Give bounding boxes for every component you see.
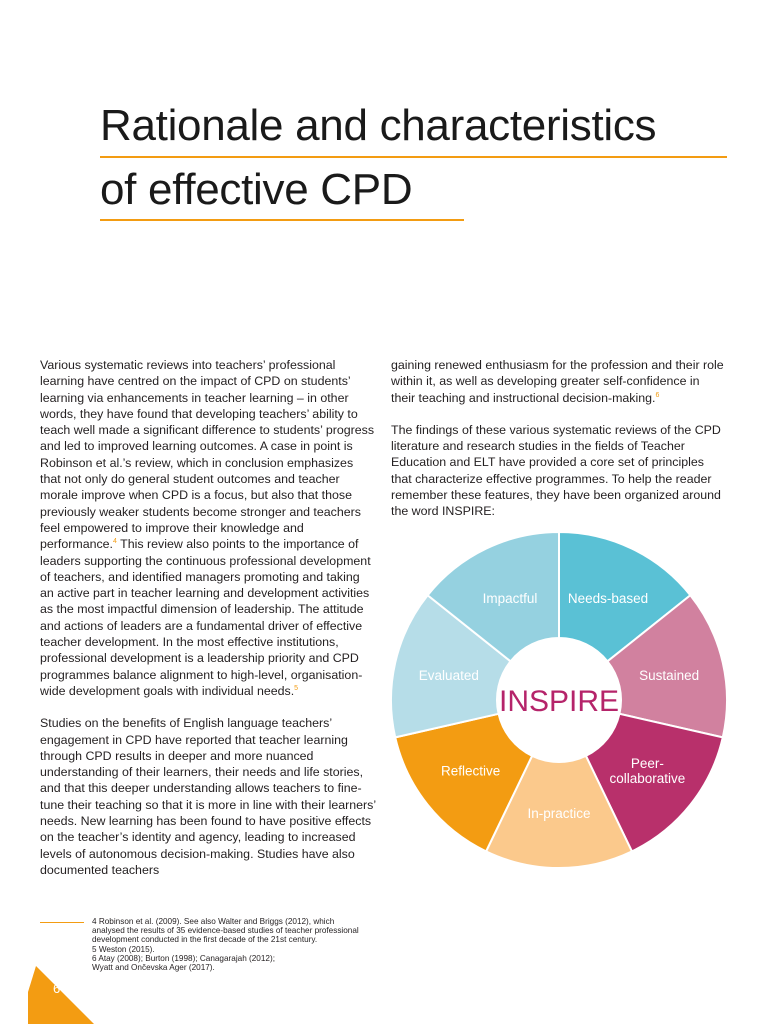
title-underline-1 bbox=[100, 156, 727, 158]
footnote-line: Wyatt and Ončevska Ager (2017). bbox=[92, 963, 215, 973]
page-title-line-2: of effective CPD bbox=[100, 165, 413, 214]
left-paragraph-1-text-a: Various systematic reviews into teachers’ professional learning have centred on the impact of CPD on students’ learning via enhancements in teacher learning – in other words, they have found that developing teachers’ ability to teach well made a significant difference to students’ progress and led to improved learning outcomes. A case in point is Robinson et al.’s review, which in conclusion emphasizes that not only do general student outcomes and teacher morale improve when CPD is a focus, but also that those previously weaker students become stronger and teachers feel empowered to improve their knowledge and performance. bbox=[40, 358, 375, 552]
page-title-line-1: Rationale and characteristics bbox=[100, 101, 657, 150]
wheel-label-impactful: Impactful bbox=[482, 591, 538, 607]
footnote-line: development conducted in the first decade of the 21st century. bbox=[92, 935, 318, 945]
footnote-ref-5[interactable]: 5 bbox=[294, 684, 299, 692]
right-paragraph-2: The findings of these various systematic reviews of the CPD literature and research studies in the fields of Teacher Education and ELT have provided a core set of principles that characterize effective programmes. To help the reader remember these features, they have been organized around the word INSPIRE: bbox=[391, 422, 721, 519]
right-column bbox=[391, 357, 727, 536]
wheel-center-label: INSPIRE bbox=[498, 685, 620, 718]
left-paragraph-1 bbox=[40, 357, 376, 699]
wheel-label-peer-collaborative: Peer-collaborative bbox=[609, 755, 686, 786]
footnotes bbox=[92, 917, 392, 972]
wheel-label-in-practice: In-practice bbox=[527, 806, 591, 821]
wheel-label-needs-based: Needs-based bbox=[567, 591, 649, 607]
footnote-line: 5 Weston (2015). bbox=[92, 944, 155, 954]
footnote-line: analysed the results of 35 evidence-based studies of teacher professional bbox=[92, 926, 359, 936]
left-paragraph-1-text-b: This review also points to the importance of leaders supporting the continuous professional development of teachers, and identified managers promoting and taking an active part in teacher learning and development activities as the most impactful dimension of leadership. The attitude and actions of leaders are a fundamental driver of effective teacher development. In the most effective institutions, professional development is a leadership priority and CPD programmes balance alignment to high-level, organisation-wide development goals with individual needs. bbox=[40, 537, 371, 698]
page-number: 6 bbox=[53, 981, 61, 996]
wheel-label-reflective: Reflective bbox=[441, 763, 501, 779]
right-paragraph-1-text: gaining renewed enthusiasm for the profession and their role within it, as well as developing greater self-confidence in their teaching and instructional decision-making. bbox=[391, 358, 724, 405]
footnote-line: 4 Robinson et al. (2009). See also Walter and Briggs (2012), which bbox=[92, 917, 335, 926]
right-paragraph-1 bbox=[391, 357, 727, 406]
footnote-line: 6 Atay (2008); Burton (1998); Canagarajah (2012); bbox=[92, 953, 275, 963]
left-paragraph-2: Studies on the benefits of English language teachers’ engagement in CPD have reported that teacher learning through CPD results in deeper and more nuanced understanding of their learners, their needs and life stories, and that this deeper understanding allows teachers to fine-tune their teaching so that it is more in line with their learners’ needs. New learning has been found to have positive effects on the teacher’s identity and agency, leading to increased levels of autonomous decision-making. Studies have also documented teachers bbox=[40, 716, 376, 877]
footnote-ref-4[interactable]: 4 bbox=[113, 538, 117, 546]
left-column bbox=[40, 357, 376, 894]
footnote-divider bbox=[40, 922, 84, 923]
title-underline-2 bbox=[100, 219, 464, 221]
wheel-label-sustained: Sustained bbox=[639, 667, 700, 683]
footnote-ref-6[interactable]: 6 bbox=[655, 391, 660, 399]
inspire-wheel-diagram bbox=[380, 530, 738, 870]
wheel-label-evaluated: Evaluated bbox=[418, 667, 479, 683]
